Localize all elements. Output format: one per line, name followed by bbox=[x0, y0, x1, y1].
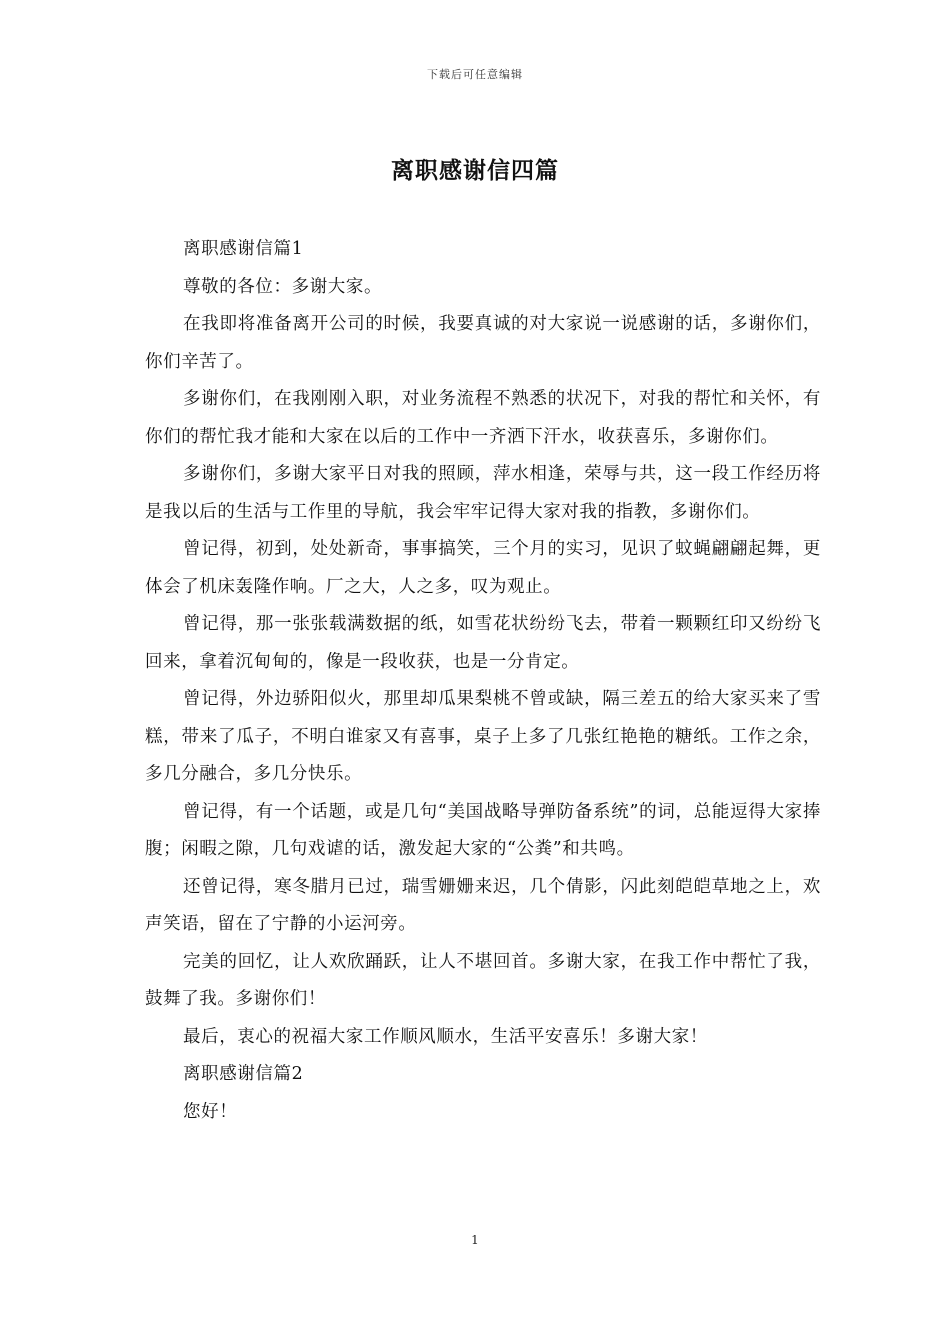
body-paragraph: 曾记得，外边骄阳似火，那里却瓜果梨桃不曾或缺，隔三差五的给大家买来了雪糕，带来了瓜子，不明白谁家又有喜事，桌子上多了几张红艳艳的糖纸。工作之余，多几分融合，多几分快乐。 bbox=[145, 689, 821, 784]
body-paragraph: 曾记得，有一个话题，或是几句“美国战略导弹防备系统”的词，总能逗得大家捧腹；闲暇之隙，几句戏谑的话，激发起大家的“公粪”和共鸣。 bbox=[145, 801, 821, 859]
body-paragraph: 多谢你们，多谢大家平日对我的照顾，萍水相逢，荣辱与共，这一段工作经历将是我以后的生活与工作里的导航，我会牢牢记得大家对我的指教，多谢你们。 bbox=[145, 464, 821, 522]
greeting: 您好！ bbox=[183, 1101, 238, 1122]
body-paragraph: 在我即将准备离开公司的时候，我要真诚的对大家说一说感谢的话，多谢你们，你们辛苦了。 bbox=[145, 314, 821, 372]
section-heading-2: 离职感谢信篇2 bbox=[183, 1064, 304, 1084]
section-heading-1: 离职感谢信篇1 bbox=[183, 239, 304, 259]
salutation: 尊敬的各位：多谢大家。 bbox=[183, 276, 383, 297]
page-number: 1 bbox=[471, 1233, 479, 1247]
page-header-note: 下载后可任意编辑 bbox=[427, 68, 523, 81]
document-title: 离职感谢信四篇 bbox=[391, 157, 559, 184]
body-paragraph: 曾记得，初到，处处新奇，事事搞笑，三个月的实习，见识了蚊蝇翩翩起舞，更体会了机床轰隆作响。厂之大，人之多，叹为观止。 bbox=[145, 539, 821, 597]
body-paragraph: 完美的回忆，让人欢欣踊跃，让人不堪回首。多谢大家，在我工作中帮忙了我，鼓舞了我。多谢你们！ bbox=[145, 951, 821, 1009]
closing-paragraph: 最后，衷心的祝福大家工作顺风顺水，生活平安喜乐！多谢大家！ bbox=[183, 1026, 708, 1047]
body-paragraph: 多谢你们，在我刚刚入职，对业务流程不熟悉的状况下，对我的帮忙和关怀，有你们的帮忙我才能和大家在以后的工作中一齐洒下汗水，收获喜乐，多谢你们。 bbox=[145, 389, 821, 447]
body-paragraph: 还曾记得，寒冬腊月已过，瑞雪姗姗来迟，几个倩影，闪此刻皑皑草地之上，欢声笑语，留在了宁静的小运河旁。 bbox=[145, 876, 821, 934]
document-body bbox=[145, 231, 821, 1131]
body-paragraph: 曾记得，那一张张载满数据的纸，如雪花状纷纷飞去，带着一颗颗红印又纷纷飞回来，拿着沉甸甸的，像是一段收获，也是一分肯定。 bbox=[145, 614, 821, 672]
